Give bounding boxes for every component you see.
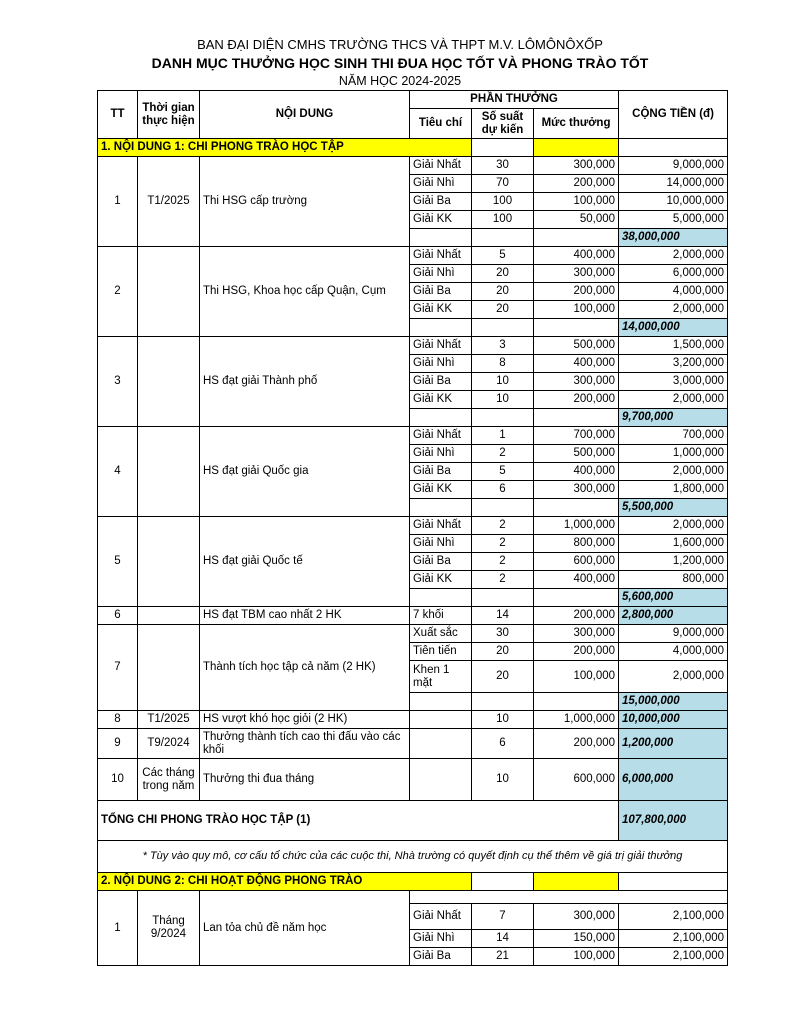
count-cell: 2 — [472, 445, 534, 463]
criteria-cell: Giải KK — [410, 481, 472, 499]
criteria-cell: Giải KK — [410, 301, 472, 319]
criteria-cell: Giải Nhất — [410, 517, 472, 535]
total-cell: 5,000,000 — [619, 211, 728, 229]
col-reward-group: PHẦN THƯỞNG — [410, 91, 619, 109]
item-time — [138, 607, 200, 625]
amount-cell: 300,000 — [534, 157, 619, 175]
subtotal-cell: 14,000,000 — [619, 319, 728, 337]
section-1-row — [98, 139, 728, 157]
amount-cell: 150,000 — [534, 930, 619, 948]
amount-cell: 400,000 — [534, 571, 619, 589]
criteria-cell: Giải Nhì — [410, 930, 472, 948]
table-cell — [534, 319, 619, 337]
subtotal-cell: 9,700,000 — [619, 409, 728, 427]
count-cell: 7 — [472, 904, 534, 930]
item-content: HS đạt giải Quốc tế — [200, 517, 410, 607]
total-cell: 2,800,000 — [619, 607, 728, 625]
amount-cell: 400,000 — [534, 463, 619, 481]
item-content: HS đạt TBM cao nhất 2 HK — [200, 607, 410, 625]
item-content: Thi HSG cấp trường — [200, 157, 410, 247]
table-cell — [410, 589, 472, 607]
criteria-cell: Giải KK — [410, 571, 472, 589]
criteria-cell: Giải Nhất — [410, 157, 472, 175]
item-content: Lan tỏa chủ đề năm học — [200, 891, 410, 966]
criteria-cell: Giải Nhì — [410, 535, 472, 553]
amount-cell: 200,000 — [534, 607, 619, 625]
amount-cell: 700,000 — [534, 427, 619, 445]
total-cell: 1,200,000 — [619, 729, 728, 759]
table-cell — [472, 319, 534, 337]
criteria-cell: Giải KK — [410, 211, 472, 229]
count-cell: 6 — [472, 481, 534, 499]
criteria-cell: Giải Ba — [410, 463, 472, 481]
table-cell — [534, 873, 619, 891]
col-criteria: Tiêu chí — [410, 109, 472, 139]
item-number: 5 — [98, 517, 138, 607]
count-cell: 2 — [472, 553, 534, 571]
amount-cell: 1,000,000 — [534, 711, 619, 729]
total-cell: 2,100,000 — [619, 930, 728, 948]
table-cell — [472, 693, 534, 711]
table-cell — [534, 589, 619, 607]
count-cell: 20 — [472, 661, 534, 693]
total-cell: 10,000,000 — [619, 193, 728, 211]
total-cell: 10,000,000 — [619, 711, 728, 729]
table-cell — [472, 873, 534, 891]
count-cell: 10 — [472, 373, 534, 391]
criteria-cell: Giải Ba — [410, 948, 472, 966]
table-row — [98, 157, 728, 175]
subtotal-cell: 5,600,000 — [619, 589, 728, 607]
item-number: 1 — [98, 891, 138, 966]
count-cell: 20 — [472, 301, 534, 319]
col-content: NỘI DUNG — [200, 91, 410, 139]
table-cell — [410, 409, 472, 427]
criteria-cell: Giải Nhất — [410, 337, 472, 355]
table-row — [98, 427, 728, 445]
item-time — [138, 517, 200, 607]
total-cell: 1,000,000 — [619, 445, 728, 463]
amount-cell: 100,000 — [534, 301, 619, 319]
total-cell: 2,100,000 — [619, 904, 728, 930]
total-cell: 9,000,000 — [619, 625, 728, 643]
table-row — [98, 759, 728, 801]
table-cell — [472, 229, 534, 247]
header-line-1: BAN ĐẠI DIỆN CMHS TRƯỜNG THCS VÀ THPT M.V. LÔMÔNÔXỐP — [197, 37, 603, 52]
table-row — [98, 517, 728, 535]
col-count: Số suất dự kiến — [472, 109, 534, 139]
item-time — [138, 427, 200, 517]
total-cell: 800,000 — [619, 571, 728, 589]
total-cell: 4,000,000 — [619, 283, 728, 301]
note-text: * Tùy vào quy mô, cơ cấu tổ chức của các cuộc thi, Nhà trường có quyết định cụ thể thêm về giá trị giải thưởng — [98, 841, 728, 873]
subtotal-cell: 5,500,000 — [619, 499, 728, 517]
item-time: T1/2025 — [138, 157, 200, 247]
item-content: HS đạt giải Quốc gia — [200, 427, 410, 517]
col-total: CỘNG TIỀN (đ) — [619, 91, 728, 139]
reward-table — [97, 90, 728, 966]
criteria-cell: Giải Nhì — [410, 265, 472, 283]
amount-cell: 100,000 — [534, 661, 619, 693]
amount-cell: 200,000 — [534, 729, 619, 759]
amount-cell: 200,000 — [534, 643, 619, 661]
amount-cell: 300,000 — [534, 625, 619, 643]
table-cell — [534, 693, 619, 711]
count-cell: 14 — [472, 607, 534, 625]
amount-cell: 800,000 — [534, 535, 619, 553]
table-cell — [472, 589, 534, 607]
table-cell — [619, 139, 728, 157]
item-number: 2 — [98, 247, 138, 337]
count-cell: 20 — [472, 643, 534, 661]
count-cell: 100 — [472, 211, 534, 229]
count-cell: 30 — [472, 625, 534, 643]
count-cell: 6 — [472, 729, 534, 759]
criteria-cell: Giải Nhì — [410, 175, 472, 193]
count-cell: 70 — [472, 175, 534, 193]
criteria-cell — [410, 729, 472, 759]
total-cell: 1,600,000 — [619, 535, 728, 553]
criteria-cell: 7 khối — [410, 607, 472, 625]
total-cell: 1,500,000 — [619, 337, 728, 355]
count-cell: 14 — [472, 930, 534, 948]
total-cell: 6,000,000 — [619, 265, 728, 283]
subtotal-cell: 38,000,000 — [619, 229, 728, 247]
table-cell — [410, 319, 472, 337]
total-cell: 2,000,000 — [619, 463, 728, 481]
criteria-cell: Giải Ba — [410, 193, 472, 211]
amount-cell: 100,000 — [534, 193, 619, 211]
item-time — [138, 337, 200, 427]
criteria-cell: Giải Nhất — [410, 427, 472, 445]
item-content: HS vượt khó học giỏi (2 HK) — [200, 711, 410, 729]
amount-cell: 50,000 — [534, 211, 619, 229]
count-cell: 1 — [472, 427, 534, 445]
criteria-cell: Giải Ba — [410, 283, 472, 301]
table-cell — [619, 873, 728, 891]
item-number: 1 — [98, 157, 138, 247]
amount-cell: 200,000 — [534, 175, 619, 193]
item-number: 7 — [98, 625, 138, 711]
col-amount: Mức thưởng — [534, 109, 619, 139]
amount-cell: 300,000 — [534, 265, 619, 283]
table-cell — [472, 499, 534, 517]
note-row — [98, 841, 728, 873]
grand-total-value: 107,800,000 — [619, 801, 728, 841]
table-cell — [534, 229, 619, 247]
criteria-cell: Khen 1 mặt — [410, 661, 472, 693]
count-cell: 21 — [472, 948, 534, 966]
table-cell — [410, 499, 472, 517]
total-cell: 2,000,000 — [619, 661, 728, 693]
table-cell — [472, 139, 534, 157]
section-title: 1. NỘI DUNG 1: CHI PHONG TRÀO HỌC TẬP — [98, 139, 472, 157]
criteria-cell: Giải Nhì — [410, 355, 472, 373]
item-time — [138, 625, 200, 711]
amount-cell: 500,000 — [534, 337, 619, 355]
item-content: Thưởng thi đua tháng — [200, 759, 410, 801]
amount-cell: 600,000 — [534, 553, 619, 571]
criteria-cell: Xuất sắc — [410, 625, 472, 643]
amount-cell: 300,000 — [534, 904, 619, 930]
table-cell — [534, 139, 619, 157]
total-cell: 1,200,000 — [619, 553, 728, 571]
item-time: T1/2025 — [138, 711, 200, 729]
table-cell — [534, 409, 619, 427]
amount-cell: 600,000 — [534, 759, 619, 801]
table-row — [98, 337, 728, 355]
item-content: HS đạt giải Thành phố — [200, 337, 410, 427]
item-number: 4 — [98, 427, 138, 517]
criteria-cell: Tiên tiến — [410, 643, 472, 661]
count-cell: 5 — [472, 463, 534, 481]
count-cell: 10 — [472, 759, 534, 801]
count-cell: 100 — [472, 193, 534, 211]
criteria-cell: Giải KK — [410, 391, 472, 409]
total-cell: 2,000,000 — [619, 301, 728, 319]
table-row — [98, 729, 728, 759]
item-time: T9/2024 — [138, 729, 200, 759]
amount-cell: 400,000 — [534, 355, 619, 373]
item-content: Thành tích học tập cả năm (2 HK) — [200, 625, 410, 711]
count-cell: 10 — [472, 711, 534, 729]
item-number: 10 — [98, 759, 138, 801]
count-cell: 10 — [472, 391, 534, 409]
table-row — [98, 711, 728, 729]
count-cell: 2 — [472, 571, 534, 589]
count-cell: 30 — [472, 157, 534, 175]
item-number: 3 — [98, 337, 138, 427]
table-body — [98, 139, 728, 966]
count-cell: 20 — [472, 265, 534, 283]
count-cell: 3 — [472, 337, 534, 355]
criteria-cell: Giải Ba — [410, 373, 472, 391]
document-title: DANH MỤC THƯỞNG HỌC SINH THI ĐUA HỌC TỐT VÀ PHONG TRÀO TỐT — [151, 55, 649, 71]
grand-total-row — [98, 801, 728, 841]
table-cell — [410, 891, 728, 904]
total-cell: 2,100,000 — [619, 948, 728, 966]
table-cell — [472, 409, 534, 427]
section-title: 2. NỘI DUNG 2: CHI HOẠT ĐỘNG PHONG TRÀO — [98, 873, 472, 891]
item-time: Tháng 9/2024 — [138, 891, 200, 966]
table-row — [98, 891, 728, 904]
amount-cell: 400,000 — [534, 247, 619, 265]
table-row — [98, 625, 728, 643]
item-time: Các tháng trong năm — [138, 759, 200, 801]
criteria-cell: Giải Nhất — [410, 247, 472, 265]
amount-cell: 500,000 — [534, 445, 619, 463]
amount-cell: 1,000,000 — [534, 517, 619, 535]
total-cell: 2,000,000 — [619, 247, 728, 265]
school-year: NĂM HỌC 2024-2025 — [338, 74, 462, 88]
table-cell — [410, 229, 472, 247]
item-number: 8 — [98, 711, 138, 729]
count-cell: 5 — [472, 247, 534, 265]
total-cell: 1,800,000 — [619, 481, 728, 499]
criteria-cell — [410, 711, 472, 729]
amount-cell: 300,000 — [534, 373, 619, 391]
amount-cell: 100,000 — [534, 948, 619, 966]
subtotal-cell: 15,000,000 — [619, 693, 728, 711]
item-content: Thưởng thành tích cao thi đấu vào các khối — [200, 729, 410, 759]
item-content: Thi HSG, Khoa học cấp Quận, Cụm — [200, 247, 410, 337]
criteria-cell — [410, 759, 472, 801]
table-row — [98, 247, 728, 265]
col-tt: TT — [98, 91, 138, 139]
criteria-cell: Giải Nhì — [410, 445, 472, 463]
count-cell: 2 — [472, 517, 534, 535]
item-number: 6 — [98, 607, 138, 625]
count-cell: 20 — [472, 283, 534, 301]
total-cell: 2,000,000 — [619, 517, 728, 535]
item-time — [138, 247, 200, 337]
amount-cell: 200,000 — [534, 391, 619, 409]
total-cell: 2,000,000 — [619, 391, 728, 409]
total-cell: 4,000,000 — [619, 643, 728, 661]
total-cell: 3,200,000 — [619, 355, 728, 373]
total-cell: 14,000,000 — [619, 175, 728, 193]
section-2-row — [98, 873, 728, 891]
col-time: Thời gian thực hiện — [138, 91, 200, 139]
count-cell: 8 — [472, 355, 534, 373]
total-cell: 6,000,000 — [619, 759, 728, 801]
grand-total-label: TỔNG CHI PHONG TRÀO HỌC TẬP (1) — [98, 801, 619, 841]
table-cell — [534, 499, 619, 517]
criteria-cell: Giải Nhất — [410, 904, 472, 930]
amount-cell: 200,000 — [534, 283, 619, 301]
total-cell: 3,000,000 — [619, 373, 728, 391]
table-row — [98, 607, 728, 625]
count-cell: 2 — [472, 535, 534, 553]
total-cell: 700,000 — [619, 427, 728, 445]
criteria-cell: Giải Ba — [410, 553, 472, 571]
total-cell: 9,000,000 — [619, 157, 728, 175]
amount-cell: 300,000 — [534, 481, 619, 499]
table-cell — [410, 693, 472, 711]
item-number: 9 — [98, 729, 138, 759]
